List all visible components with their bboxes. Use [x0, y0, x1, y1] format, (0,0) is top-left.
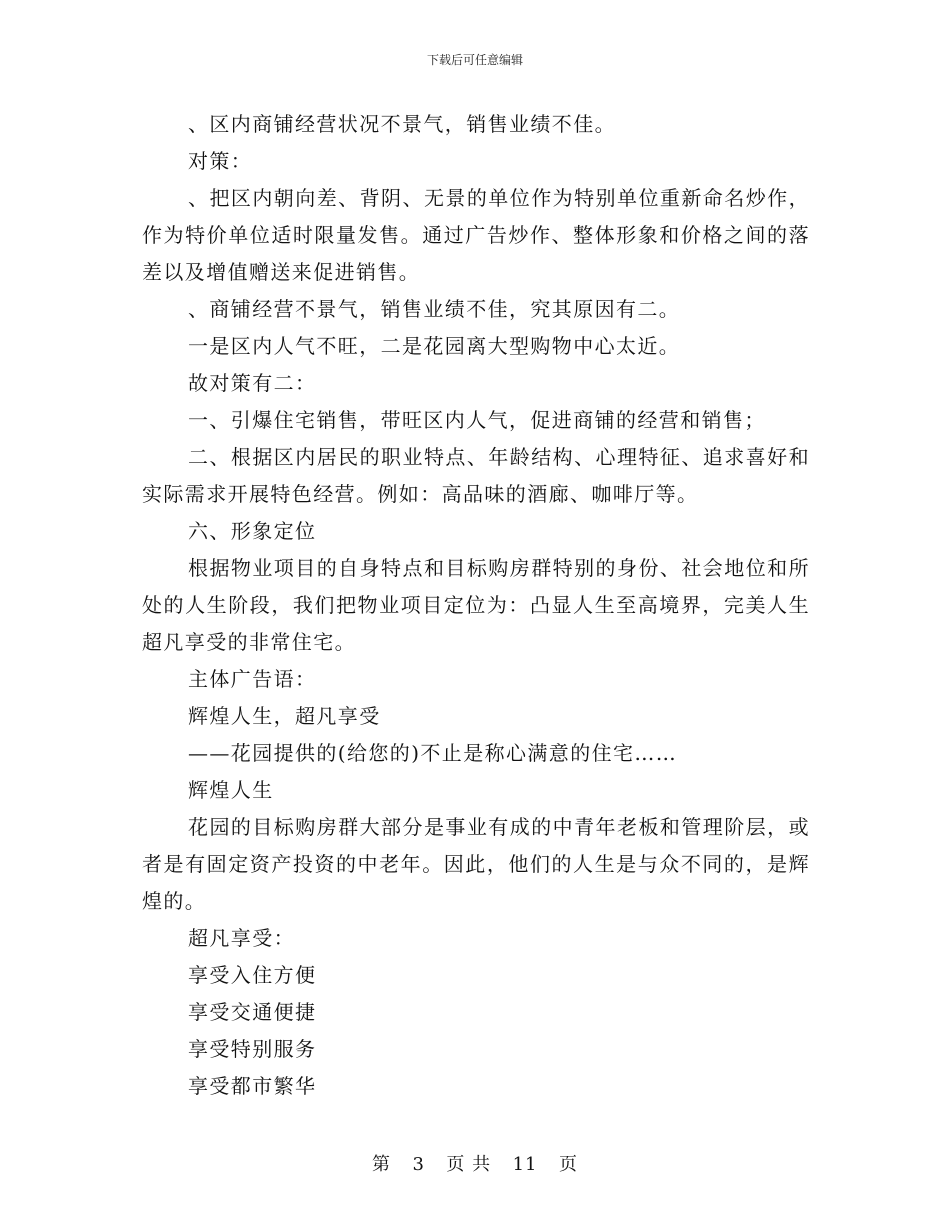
- slogan-subline: ——花园提供的(给您的)不止是称心满意的住宅……: [188, 741, 678, 765]
- header-text: 下载后可任意编辑: [426, 53, 523, 67]
- section-heading: 六、形象定位: [188, 519, 317, 543]
- page-footer: [0, 1153, 950, 1177]
- paragraph: 、商铺经营不景气，销售业绩不佳，究其原因有二。: [188, 297, 681, 321]
- page-prefix: 第: [372, 1154, 392, 1175]
- paragraph: 一是区内人气不旺，二是花园离大型购物中心太近。: [188, 334, 681, 358]
- slogan: 辉煌人生，超凡享受: [188, 704, 381, 728]
- list-item: 享受交通便捷: [188, 1000, 317, 1024]
- list-item: 享受都市繁华: [188, 1074, 317, 1098]
- page-current: 3: [412, 1154, 425, 1175]
- paragraph: 、区内商铺经营状况不景气，销售业绩不佳。: [188, 112, 616, 136]
- paragraph: 主体广告语：: [188, 667, 317, 691]
- paragraph: 一、引爆住宅销售，带旺区内人气，促进商铺的经营和销售；: [188, 408, 766, 432]
- list-item: 享受入住方便: [188, 963, 317, 987]
- paragraph: 超凡享受：: [188, 926, 295, 950]
- paragraph: 、把区内朝向差、背阴、无景的单位作为特别单位重新命名炒作，作为特价单位适时限量发售。通过广告炒作、整体形象和价格之间的落差以及增值赠送来促进销售。: [142, 186, 810, 284]
- list-item: 享受特别服务: [188, 1037, 317, 1061]
- document-body: [142, 106, 810, 1105]
- page-total: 11: [512, 1154, 538, 1175]
- paragraph: 二、根据区内居民的职业特点、年龄结构、心理特征、追求喜好和实际需求开展特色经营。例如：高品味的酒廊、咖啡厅等。: [142, 445, 810, 506]
- paragraph: 故对策有二：: [188, 371, 317, 395]
- paragraph: 辉煌人生: [188, 778, 274, 802]
- page-mid: 页 共: [446, 1154, 492, 1175]
- paragraph: 对策：: [188, 149, 253, 173]
- paragraph: 花园的目标购房群大部分是事业有成的中青年老板和管理阶层，或者是有固定资产投资的中老年。因此，他们的人生是与众不同的，是辉煌的。: [142, 815, 810, 913]
- paragraph: 根据物业项目的自身特点和目标购房群特别的身份、社会地位和所处的人生阶段，我们把物业项目定位为：凸显人生至高境界，完美人生超凡享受的非常住宅。: [142, 556, 810, 654]
- page-header: [0, 52, 950, 68]
- page-suffix: 页: [558, 1154, 578, 1175]
